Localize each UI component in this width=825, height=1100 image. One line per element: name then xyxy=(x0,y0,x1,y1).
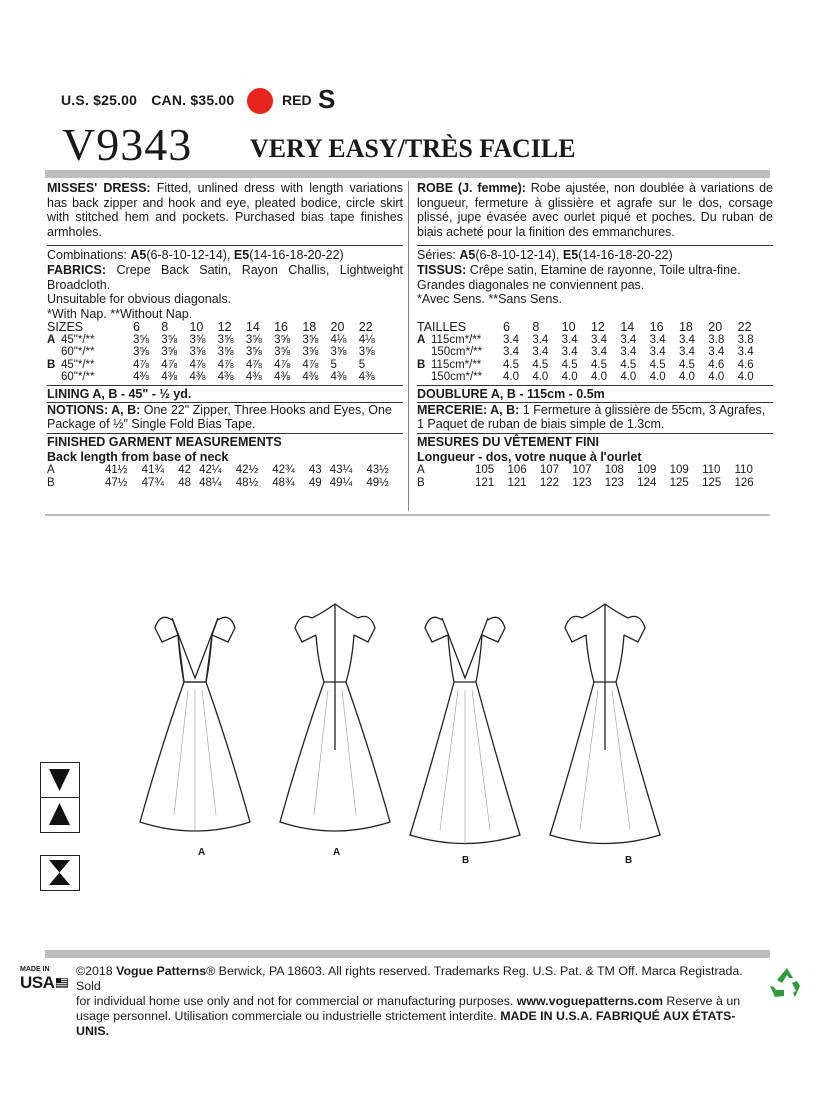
measure-row-label: B xyxy=(47,476,55,489)
size-header-cell: 8 xyxy=(161,320,169,335)
made-in-usa-badge: MADE IN USA xyxy=(20,966,68,1000)
yardage-row xyxy=(47,346,387,359)
yardage-cell: 3⅝ xyxy=(274,333,291,346)
size-header-cell: 22 xyxy=(737,320,752,335)
fabric-width: 150cm*/** xyxy=(431,346,483,359)
yardage-cell: 3⅝ xyxy=(189,346,206,359)
measure-cell: 110 xyxy=(702,464,721,477)
yardage-cell: 3.4 xyxy=(678,346,695,359)
measure-row xyxy=(417,477,767,490)
fabric-width: 45"*/** xyxy=(61,333,95,346)
yardage-row-label xyxy=(417,359,503,372)
size-header-cell: 18 xyxy=(302,320,317,335)
yardage-cell: 5 xyxy=(358,358,366,371)
yardage-cell: 4.5 xyxy=(620,358,637,371)
measure-cell: 123 xyxy=(572,476,592,489)
size-header-cell: 6 xyxy=(503,320,510,335)
difficulty-label: VERY EASY/TRÈS FACILE xyxy=(250,134,576,163)
measure-cell: 125 xyxy=(702,476,722,489)
measure-cell: 42 xyxy=(178,464,191,477)
measure-cell: 123 xyxy=(604,476,624,489)
yardage-cell: 4⅞ xyxy=(245,358,262,371)
measure-cell: 41¾ xyxy=(141,464,164,477)
yardage-cell: 3.4 xyxy=(561,346,578,359)
content-rule xyxy=(45,514,770,516)
measure-cell: 125 xyxy=(669,476,689,489)
measure-cell: 110 xyxy=(734,464,753,477)
measure-cell: 126 xyxy=(734,476,754,489)
dress-b-back-drawing xyxy=(550,604,660,844)
longueur-fr: Longueur - dos, votre nuque à l'ourlet xyxy=(417,449,642,464)
yardage-row xyxy=(47,334,387,347)
fabric-width: 150cm*/** xyxy=(431,371,483,384)
size-header-label: SIZES xyxy=(47,320,84,335)
yardage-row xyxy=(47,359,387,372)
yardage-row-label xyxy=(47,371,133,384)
yardage-cell: 4⅞ xyxy=(302,358,319,371)
fabric-width: 115cm*/** xyxy=(431,358,482,371)
yardage-cell: 3.4 xyxy=(649,346,666,359)
measure-cell: 48¾ xyxy=(272,476,295,489)
price-line xyxy=(61,92,244,108)
finished-head-en: FINISHED GARMENT MEASUREMENTS xyxy=(47,435,282,450)
measure-cell: 108 xyxy=(604,464,624,477)
yardage-cell: 3⅝ xyxy=(302,346,319,359)
dress-a-front-drawing xyxy=(140,617,250,831)
yardage-cell: 4⅜ xyxy=(217,371,234,384)
measure-cell: 48½ xyxy=(235,476,259,489)
yardage-cell: 3⅝ xyxy=(217,346,234,359)
yardage-cell: 4.5 xyxy=(561,358,578,371)
yardage-cell: 3.4 xyxy=(561,333,578,346)
yardage-cell: 4⅜ xyxy=(161,371,178,384)
yardage-cell: 4.5 xyxy=(532,358,549,371)
diagonales-fr: Grandes diagonales ne conviennent pas. xyxy=(417,277,645,292)
yardage-cell: 4.5 xyxy=(678,358,695,371)
yardage-cell: 3.4 xyxy=(590,333,607,346)
yardage-row-label xyxy=(417,371,503,384)
dress-b-front-drawing xyxy=(410,617,520,845)
yardage-cell: 3⅝ xyxy=(133,333,149,346)
measure-cell: 42¼ xyxy=(199,464,222,477)
yardage-cell: 4.0 xyxy=(737,371,754,384)
measure-cell: 42¾ xyxy=(272,464,295,477)
yardage-row-label xyxy=(47,334,133,347)
measure-row-label: A xyxy=(47,464,55,477)
yardage-row xyxy=(417,359,767,372)
yardage-cell: 4⅛ xyxy=(358,333,375,346)
size-header-cell: 16 xyxy=(649,320,664,335)
view-label-a-back: A xyxy=(333,847,341,858)
fabric-width: 115cm*/** xyxy=(431,333,482,346)
size-header-cell: 16 xyxy=(274,320,288,335)
yardage-cell: 4.0 xyxy=(532,371,549,384)
back-length-en: Back length from base of neck xyxy=(47,449,229,464)
measure-row xyxy=(47,477,403,490)
yardage-cell: 4⅞ xyxy=(189,358,206,371)
measure-cell: 48 xyxy=(178,476,191,489)
up-triangle-icon xyxy=(40,797,80,833)
yardage-cell: 4.0 xyxy=(678,371,695,384)
size-header-cell: 20 xyxy=(708,320,723,335)
yardage-cell: 4⅜ xyxy=(358,371,375,384)
yardage-cell: 3.4 xyxy=(532,333,549,346)
yardage-table-en xyxy=(47,321,387,384)
fabrics-en: FABRICS: Crepe Back Satin, Rayon Challis, Lightweight Broadcloth. xyxy=(47,262,403,292)
size-header-cell: 6 xyxy=(133,320,140,335)
yardage-cell: 4⅛ xyxy=(330,333,347,346)
yardage-cell: 4.0 xyxy=(561,371,578,384)
measure-row xyxy=(47,464,403,477)
measure-cell: 43¼ xyxy=(329,464,353,477)
series-fr: Séries: A5(6-8-10-12-14), E5(14-16-18-20-22) xyxy=(417,248,673,263)
view-label-a-front: A xyxy=(198,847,206,858)
size-header-cell: 14 xyxy=(245,320,260,335)
yardage-cell: 4⅜ xyxy=(330,371,347,384)
measure-cell: 43 xyxy=(308,464,322,477)
yardage-cell: 3⅝ xyxy=(161,346,178,359)
view-letter: B xyxy=(47,358,56,371)
doublure-fr: DOUBLURE A, B - 115cm - 0.5m xyxy=(417,386,605,401)
sens-fr: *Avec Sens. **Sans Sens. xyxy=(417,292,562,307)
yardage-cell: 4.5 xyxy=(649,358,666,371)
view-letter: A xyxy=(417,333,426,346)
yardage-cell: 3⅝ xyxy=(217,333,234,346)
description-fr: ROBE (J. femme): Robe ajustée, non doublée à variations de longueur, fermeture à glissière et agrafe sur le dos, corsage plissé, jupe évasée avec ourlet piqué et poches. Du ruban de biais acheté pour la finition des emmanchures. xyxy=(417,181,773,239)
down-triangle-icon xyxy=(40,762,80,798)
tissus-fr: TISSUS: Crêpe satin, Etamine de rayonne, Toile ultra-fine. xyxy=(417,262,741,277)
yardage-cell: 4⅜ xyxy=(189,371,206,384)
yardage-row xyxy=(417,371,767,384)
nap-en: *With Nap. **Without Nap. xyxy=(47,306,193,321)
yardage-cell: 3⅝ xyxy=(302,333,319,346)
size-header-cell: 14 xyxy=(620,320,635,335)
measure-cell: 49 xyxy=(308,476,322,489)
yardage-cell: 3.4 xyxy=(532,346,549,359)
measure-cell: 42½ xyxy=(235,464,259,477)
yardage-cell: 3.4 xyxy=(737,346,754,359)
yardage-cell: 3.4 xyxy=(620,346,637,359)
yardage-cell: 3.4 xyxy=(503,346,519,359)
mercerie-fr: MERCERIE: A, B: 1 Fermeture à glissière de 55cm, 3 Agrafes, 1 Paquet de ruban de biais simple de 1.3cm. xyxy=(417,403,766,432)
garment-illustrations xyxy=(100,590,700,880)
measure-cell: 109 xyxy=(669,464,689,477)
measure-cell: 48¼ xyxy=(199,476,222,489)
fabric-width: 60"*/** xyxy=(61,346,95,359)
size-header-cell: 12 xyxy=(590,320,605,335)
yardage-cell: 4.0 xyxy=(503,371,519,384)
yardage-cell: 3⅝ xyxy=(189,333,206,346)
yardage-cell: 4.0 xyxy=(708,371,725,384)
french-column xyxy=(417,181,773,489)
header-rule xyxy=(45,170,770,178)
yardage-cell: 5 xyxy=(330,358,337,371)
yardage-cell: 4⅞ xyxy=(161,358,178,371)
yardage-cell: 4.5 xyxy=(503,358,519,371)
size-header-cell: 18 xyxy=(678,320,693,335)
yardage-cell: 4⅞ xyxy=(274,358,291,371)
price-can: CAN. $35.00 xyxy=(151,92,235,108)
lining-en: LINING A, B - 45" - ½ yd. xyxy=(47,386,192,401)
combinations-en: Combinations: A5(6-8-10-12-14), E5(14-16-18-20-22) xyxy=(47,248,344,263)
measure-cell: 124 xyxy=(637,476,657,489)
yardage-cell: 3.4 xyxy=(503,333,519,346)
yardage-row-label xyxy=(47,359,133,372)
yardage-row xyxy=(417,346,767,359)
yardage-cell: 4⅜ xyxy=(302,371,319,384)
yardage-cell: 3.8 xyxy=(708,333,725,346)
footer-rule xyxy=(45,950,770,958)
measure-cell: 47¾ xyxy=(141,476,164,489)
copyright-footer: ©2018 Vogue Patterns® Berwick, PA 18603. All rights reserved. Trademarks Reg. U.S. Pat. & TM Off. Marca Registrada. Sold for individual home use only and not for commercial or manufacturing purposes. www.voguepatterns.com Reserve à un usage personnel. Utilisation commerciale ou industrielle strictement interdite. MADE IN U.S.A. FABRIQUÉ AUX ÉTATS-UNIS. xyxy=(76,964,743,1038)
tier-label: RED xyxy=(282,92,312,108)
measure-cell: 121 xyxy=(507,476,527,489)
view-letter: B xyxy=(417,358,426,371)
english-column xyxy=(47,181,403,489)
yardage-row-label xyxy=(417,334,503,347)
measure-row-label: B xyxy=(417,476,425,489)
yardage-cell: 4⅜ xyxy=(133,371,149,384)
measure-row-label: A xyxy=(417,464,425,477)
yardage-cell: 4.0 xyxy=(649,371,666,384)
measure-row xyxy=(417,464,767,477)
yardage-cell: 3.4 xyxy=(590,346,607,359)
column-divider xyxy=(408,181,409,511)
measure-cell: 107 xyxy=(539,464,560,477)
size-header-cell: 10 xyxy=(189,320,204,335)
view-label-b-front: B xyxy=(462,855,470,866)
measure-table-fr xyxy=(417,464,767,489)
yardage-cell: 4.0 xyxy=(590,371,607,384)
yardage-cell: 4⅞ xyxy=(217,358,234,371)
yardage-cell: 3.4 xyxy=(708,346,725,359)
size-letter: S xyxy=(318,84,336,114)
unsuitable-en: Unsuitable for obvious diagonals. xyxy=(47,292,232,307)
measure-cell: 49½ xyxy=(366,476,389,489)
size-header-cell: 12 xyxy=(217,320,232,335)
size-header-cell: 8 xyxy=(532,320,540,335)
measure-cell: 109 xyxy=(637,464,657,477)
yardage-cell: 4⅞ xyxy=(133,358,149,371)
yardage-cell: 3.4 xyxy=(678,333,695,346)
yardage-cell: 3⅝ xyxy=(330,346,347,359)
size-header-cell: 20 xyxy=(330,320,345,335)
yardage-cell: 3.4 xyxy=(649,333,666,346)
yardage-cell: 4.6 xyxy=(708,358,725,371)
measure-cell: 121 xyxy=(475,476,495,489)
measure-cell: 43½ xyxy=(366,464,389,477)
yardage-cell: 4.6 xyxy=(737,358,754,371)
size-header-cell: 22 xyxy=(358,320,373,335)
red-dot-icon xyxy=(247,88,273,114)
notions-en: NOTIONS: A, B: One 22" Zipper, Three Hooks and Eyes, One Package of ½" Single Fold Bias Tape. xyxy=(47,403,392,432)
measure-cell: 41½ xyxy=(105,464,128,477)
measure-cell: 47½ xyxy=(105,476,128,489)
size-header-label: TAILLES xyxy=(417,320,467,335)
measure-cell: 105 xyxy=(475,464,495,477)
yardage-cell: 4⅜ xyxy=(274,371,291,384)
dress-a-back-drawing xyxy=(280,604,390,831)
view-letter: A xyxy=(47,333,56,346)
yardage-cell: 3⅝ xyxy=(358,346,375,359)
yardage-cell: 3.4 xyxy=(620,333,637,346)
yardage-row-label xyxy=(47,346,133,359)
price-us: U.S. $25.00 xyxy=(61,92,138,108)
yardage-cell: 3⅝ xyxy=(245,333,262,346)
measure-cell: 122 xyxy=(539,476,560,489)
measure-cell: 106 xyxy=(507,464,527,477)
yardage-cell: 4⅜ xyxy=(245,371,262,384)
view-label-b-back: B xyxy=(625,855,633,866)
fabric-width: 60"*/** xyxy=(61,371,95,384)
pattern-number: V9343 xyxy=(62,119,193,170)
measure-table-en xyxy=(47,464,403,489)
yardage-cell: 3⅝ xyxy=(245,346,262,359)
recycle-icon xyxy=(767,964,807,1004)
yardage-cell: 3⅝ xyxy=(133,346,149,359)
size-header-cell: 10 xyxy=(561,320,576,335)
yardage-table-fr xyxy=(417,321,767,384)
hourglass-icon xyxy=(40,855,80,891)
yardage-cell: 4.0 xyxy=(620,371,637,384)
fabric-width: 45"*/** xyxy=(61,358,95,371)
description-en: MISSES' DRESS: Fitted, unlined dress with length variations has back zipper and hook and eye, pleated bodice, circle skirt with stitched hem and pockets. Purchased bias tape finishes armholes. xyxy=(47,181,403,239)
yardage-row xyxy=(417,334,767,347)
yardage-cell: 3⅝ xyxy=(274,346,291,359)
measure-cell: 107 xyxy=(572,464,592,477)
yardage-row xyxy=(47,371,387,384)
yardage-cell: 3⅝ xyxy=(161,333,178,346)
mesures-head-fr: MESURES DU VÊTEMENT FINI xyxy=(417,435,599,450)
yardage-row-label xyxy=(417,346,503,359)
yardage-cell: 4.5 xyxy=(590,358,607,371)
yardage-cell: 3.8 xyxy=(737,333,754,346)
measure-cell: 49¼ xyxy=(329,476,353,489)
